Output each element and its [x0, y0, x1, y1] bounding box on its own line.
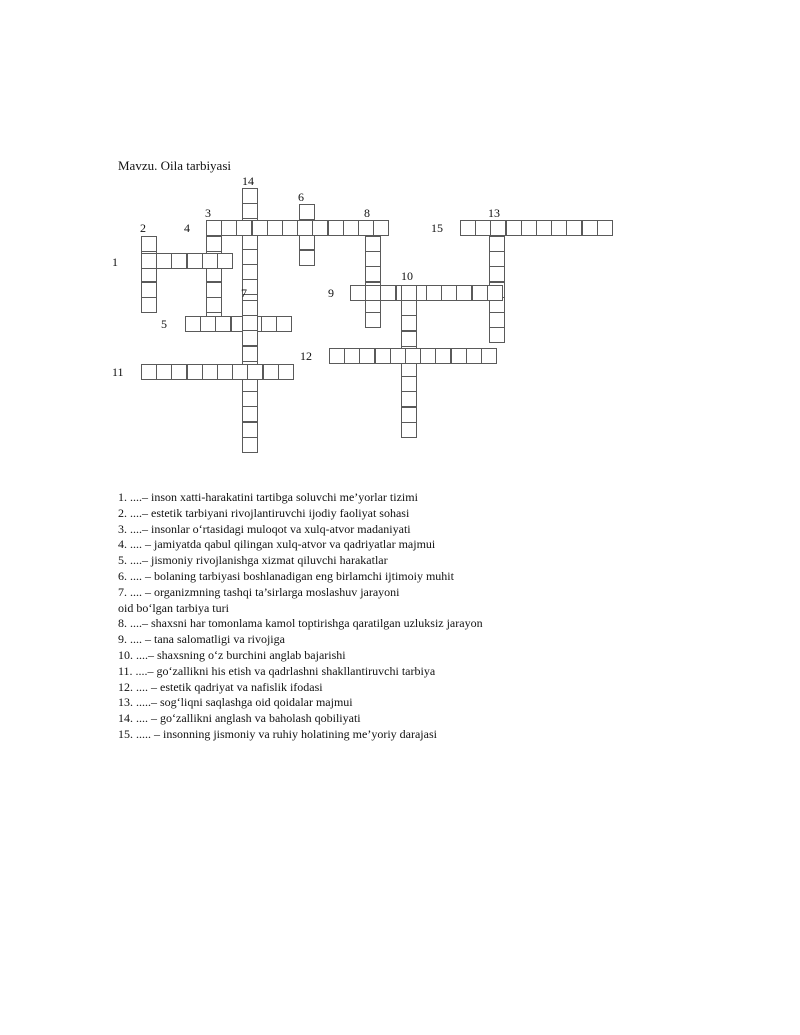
crossword-cell[interactable]	[276, 316, 292, 332]
crossword-cell[interactable]	[187, 253, 203, 269]
crossword-grid	[0, 0, 800, 460]
crossword-cell[interactable]	[202, 364, 218, 380]
crossword-cell[interactable]	[435, 348, 451, 364]
crossword-cell[interactable]	[206, 220, 222, 236]
crossword-cell[interactable]	[242, 422, 258, 438]
crossword-cell[interactable]	[282, 220, 298, 236]
crossword-cell[interactable]	[365, 251, 381, 267]
clue-number-7: 7	[241, 286, 247, 300]
crossword-cell[interactable]	[329, 348, 345, 364]
crossword-cell[interactable]	[359, 348, 375, 364]
crossword-cell[interactable]	[380, 285, 396, 301]
crossword-cell[interactable]	[242, 249, 258, 265]
crossword-cell[interactable]	[171, 253, 187, 269]
clue-number-15: 15	[431, 221, 443, 235]
page-title: Mavzu. Oila tarbiyasi	[118, 158, 231, 173]
crossword-cell[interactable]	[487, 285, 503, 301]
clue-number-9: 9	[328, 286, 334, 300]
clue-number-6: 6	[298, 190, 304, 204]
clue-item: 9. .... – tana salomatligi va rivojiga	[118, 632, 285, 647]
crossword-cell[interactable]	[206, 297, 222, 313]
crossword-cell[interactable]	[232, 364, 248, 380]
crossword-cell[interactable]	[242, 300, 258, 316]
clue-number-12: 12	[300, 349, 312, 363]
crossword-cell[interactable]	[405, 348, 421, 364]
clue-item: 4. .... – jamiyatda qabul qilingan xulq-atvor va qadriyatlar majmui	[118, 537, 436, 552]
clue-item: 11. ....– go‘zallikni his etish va qadrlashni shakllantiruvchi tarbiya	[118, 663, 436, 678]
crossword-cell[interactable]	[401, 407, 417, 423]
crossword-cell[interactable]	[451, 348, 467, 364]
clue-item: 10. ....– shaxsning o‘z burchini anglab bajarishi	[118, 647, 346, 662]
crossword-cell[interactable]	[242, 188, 258, 204]
crossword-cell[interactable]	[299, 204, 315, 220]
crossword-cell[interactable]	[242, 391, 258, 407]
clue-item: 8. ....– shaxsni har tomonlama kamol toptirishga qaratilgan uzluksiz jarayon	[118, 616, 483, 631]
crossword-cell[interactable]	[221, 220, 237, 236]
crossword-cell[interactable]	[506, 220, 522, 236]
clue-item: 3. ....– insonlar o‘rtasidagi muloqot va xulq-atvor madaniyati	[118, 521, 411, 536]
crossword-cell[interactable]	[373, 220, 389, 236]
crossword-cell[interactable]	[489, 327, 505, 343]
crossword-cell[interactable]	[566, 220, 582, 236]
crossword-cell[interactable]	[489, 251, 505, 267]
crossword-cell[interactable]	[582, 220, 598, 236]
crossword-cell[interactable]	[481, 348, 497, 364]
crossword-cell[interactable]	[247, 364, 263, 380]
clue-item: 13. .....– sog‘liqni saqlashga oid qoidalar majmui	[118, 695, 353, 710]
clue-item: oid bo‘lgan tarbiya turi	[118, 600, 229, 615]
clue-number-1: 1	[112, 255, 118, 269]
clue-number-11: 11	[112, 365, 124, 379]
clue-number-3: 3	[205, 206, 211, 220]
crossword-cell[interactable]	[489, 236, 505, 252]
crossword-cell[interactable]	[489, 312, 505, 328]
crossword-cell[interactable]	[297, 220, 313, 236]
crossword-cell[interactable]	[187, 364, 203, 380]
crossword-cell[interactable]	[200, 316, 216, 332]
crossword-cell[interactable]	[441, 285, 457, 301]
crossword-cell[interactable]	[401, 422, 417, 438]
crossword-cell[interactable]	[217, 364, 233, 380]
crossword-cell[interactable]	[252, 220, 268, 236]
crossword-cell[interactable]	[242, 330, 258, 346]
crossword-cell[interactable]	[365, 236, 381, 252]
crossword-cell[interactable]	[365, 266, 381, 282]
crossword-cell[interactable]	[521, 220, 537, 236]
crossword-cell[interactable]	[141, 297, 157, 313]
crossword-cell[interactable]	[267, 220, 283, 236]
clue-item: 12. .... – estetik qadriyat va nafislik ifodasi	[118, 679, 323, 694]
crossword-cell[interactable]	[472, 285, 488, 301]
crossword-cell[interactable]	[551, 220, 567, 236]
clue-number-14: 14	[242, 174, 254, 188]
clue-number-10: 10	[401, 269, 413, 283]
crossword-cell[interactable]	[278, 364, 294, 380]
crossword-cell[interactable]	[456, 285, 472, 301]
crossword-cell[interactable]	[401, 376, 417, 392]
crossword-cell[interactable]	[156, 364, 172, 380]
crossword-cell[interactable]	[401, 285, 417, 301]
crossword-cell[interactable]	[401, 391, 417, 407]
clue-item: 6. .... – bolaning tarbiyasi boshlanadigan eng birlamchi ijtimoiy muhit	[118, 568, 454, 583]
crossword-cell[interactable]	[263, 364, 279, 380]
crossword-cell[interactable]	[466, 348, 482, 364]
crossword-cell[interactable]	[299, 234, 315, 250]
crossword-cell[interactable]	[242, 346, 258, 362]
crossword-cell[interactable]	[343, 220, 359, 236]
clue-item: 7. .... – organizmning tashqi ta’sirlarga moslashuv jarayoni	[118, 584, 400, 599]
clue-number-5: 5	[161, 317, 167, 331]
crossword-cell[interactable]	[236, 220, 252, 236]
crossword-cell[interactable]	[344, 348, 360, 364]
crossword-cell[interactable]	[217, 253, 233, 269]
crossword-cell[interactable]	[242, 315, 258, 331]
crossword-cell[interactable]	[206, 236, 222, 252]
crossword-cell[interactable]	[426, 285, 442, 301]
clue-item: 1. ....– inson xatti-harakatini tartibga soluvchi me’yorlar tizimi	[118, 490, 418, 504]
crossword-cell[interactable]	[242, 264, 258, 280]
clue-item: 5. ....– jismoniy rivojlanishga xizmat qiluvchi harakatlar	[118, 553, 388, 568]
crossword-cell[interactable]	[156, 253, 172, 269]
crossword-cell[interactable]	[202, 253, 218, 269]
crossword-cell[interactable]	[365, 312, 381, 328]
crossword-cell[interactable]	[375, 348, 391, 364]
crossword-cell[interactable]	[401, 331, 417, 347]
crossword-cell[interactable]	[215, 316, 231, 332]
crossword-cell[interactable]	[206, 282, 222, 298]
clue-number-4: 4	[184, 221, 190, 235]
crossword-cell[interactable]	[536, 220, 552, 236]
crossword-cell[interactable]	[475, 220, 491, 236]
clue-item: 15. ..... – insonning jismoniy va ruhiy holatining me’yoriy darajasi	[118, 726, 437, 741]
crossword-cell[interactable]	[489, 266, 505, 282]
crossword-cell[interactable]	[261, 316, 277, 332]
crossword-cell[interactable]	[299, 250, 315, 266]
crossword-cell[interactable]	[328, 220, 344, 236]
clue-number-2: 2	[140, 221, 146, 235]
crossword-cell[interactable]	[242, 437, 258, 453]
crossword-cell[interactable]	[490, 220, 506, 236]
clue-number-13: 13	[488, 206, 500, 220]
crossword-cell[interactable]	[358, 220, 374, 236]
crossword-cell[interactable]	[185, 316, 201, 332]
crossword-cell[interactable]	[141, 253, 157, 269]
crossword-cell[interactable]	[141, 282, 157, 298]
crossword-cell[interactable]	[242, 406, 258, 422]
crossword-cell[interactable]	[390, 348, 406, 364]
clue-item: 2. ....– estetik tarbiyani rivojlantiruvchi ijodiy faoliyat sohasi	[118, 505, 410, 520]
crossword-cell[interactable]	[312, 220, 328, 236]
crossword-cell[interactable]	[460, 220, 476, 236]
crossword-cell[interactable]	[401, 300, 417, 316]
crossword-cell[interactable]	[365, 285, 381, 301]
crossword-cell[interactable]	[171, 364, 187, 380]
crossword-cell[interactable]	[242, 203, 258, 219]
clue-number-8: 8	[364, 206, 370, 220]
crossword-cell[interactable]	[141, 364, 157, 380]
crossword-cell[interactable]	[141, 236, 157, 252]
clue-list	[118, 490, 483, 743]
crossword-cell[interactable]	[597, 220, 613, 236]
crossword-cell[interactable]	[401, 315, 417, 331]
crossword-cell[interactable]	[420, 348, 436, 364]
clue-item: 14. .... – go‘zallikni anglash va baholash qobiliyati	[118, 711, 361, 726]
crossword-cell[interactable]	[350, 285, 366, 301]
